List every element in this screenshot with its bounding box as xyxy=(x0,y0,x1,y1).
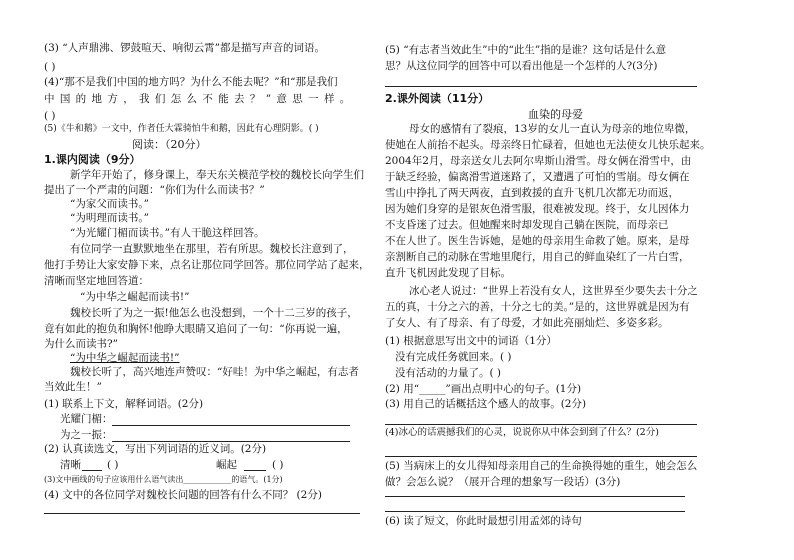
passage-line: 提出了一个严肃的问题：“你们为什么而读书？” xyxy=(44,184,265,196)
synonym-jueqi-blank[interactable] xyxy=(244,470,266,471)
passage-line: 为什么而读书?” xyxy=(44,338,118,350)
answer-line-weizhiyizhen[interactable] xyxy=(112,441,350,442)
story-q1-a[interactable]: 没有完成任务就回来。( ) xyxy=(395,351,512,363)
passage-line: “为中华之崛起而读书!” xyxy=(80,291,190,303)
story-line: 直升飞机因此发现了目标。 xyxy=(385,267,511,279)
q4-answer-paren[interactable]: ( ) xyxy=(44,110,56,122)
story-line: 亲割断自己的动脉在雪地里爬行，用自己的鲜血染红了一片白雪， xyxy=(385,251,690,263)
answer-line-story-q3[interactable] xyxy=(385,424,697,425)
passage-line: “为家父而读书。” xyxy=(70,198,149,210)
story-line: 于缺乏经验，偏离滑雪道迷路了，又遭遇了可怕的雪崩。母女俩在 xyxy=(385,171,690,183)
answer-line-story-q5a[interactable] xyxy=(385,496,685,497)
sub-question-3: (3)文中画线的句子应该用什么语气读出____________的语气。(1分) xyxy=(44,475,283,484)
story-line: 不支昏迷了过去。但她醒来时却发现自己躺在医院，而母亲已 xyxy=(385,219,669,231)
passage-line: 有位同学一直默默地坐在那里，若有所思。魏校长注意到了， xyxy=(70,243,354,255)
synonym-jueqi: 崛起 xyxy=(216,459,237,471)
q5-left: (5)《牛和鹅》一文中，作者任大霖骑怕牛和鹅，因此有心理阴影。( ) xyxy=(44,124,319,134)
q5-right: (5) “有志者当效此生”中的“此生”指的是谁？这句话是什么意 xyxy=(385,44,667,56)
passage-line: 清晰而坚定地回答道： xyxy=(44,275,149,287)
q3-answer-paren[interactable]: ( ) xyxy=(44,61,56,73)
passage-line: 当效此生！” xyxy=(44,381,102,393)
passage-line: 竟有如此的抱负和胸怀!他睁大眼睛又追问了一句：“你再说一遍， xyxy=(44,323,348,335)
story-line: 冰心老人说过：“世界上若没有女人，这世界至少要失去十分之 xyxy=(409,285,698,297)
story-q3: (3) 用自己的话概括这个感人的故事。(2分) xyxy=(385,398,587,410)
story-line: 雪山中挣扎了两天两夜，直到救援的直升飞机几次都无功而返， xyxy=(385,187,679,199)
story-q5-line2: 做？会怎么说？（展开合理的想象写一段话）(3分) xyxy=(385,476,621,488)
story-line: 母女的感情有了裂痕，13岁的女儿一直认为母亲的地位卑微， xyxy=(409,123,696,135)
term-guangyao: 光耀门楣： xyxy=(60,413,113,425)
story-q5-line1: (5) 当病床上的女儿得知母亲用自己的生命换得她的重生，她会怎么 xyxy=(385,460,698,472)
story-q1: (1) 根据意思写出文中的词语（1分） xyxy=(385,335,557,347)
sub-question-1: (1) 联系上下文，解释词语。(2分) xyxy=(44,398,204,410)
story-title: 血染的母爱 xyxy=(528,108,583,121)
q4-line1: (4)“那不是我们中国的地方吗？为什么不能去呢？”和“那是我们 xyxy=(44,76,338,88)
passage-underlined-line: “为中华之崛起而读书!” xyxy=(70,352,180,364)
q5-right-cont: 思？从这位同学的回答中可以看出他是一个怎样的人?(3分) xyxy=(385,60,658,72)
answer-line-guangyao[interactable] xyxy=(112,425,350,426)
answer-line-story-q4[interactable] xyxy=(385,456,697,457)
answer-line-sub4[interactable] xyxy=(44,513,360,514)
term-weizhiyizhen: 为之一振： xyxy=(60,429,113,441)
synonym-qingxi-paren[interactable]: ( ) xyxy=(107,459,119,471)
section2-heading: 2.课外阅读（11分） xyxy=(385,92,490,105)
q3-text: (3) “人声鼎沸、锣鼓喧天、响彻云霄”都是描写声音的词语。 xyxy=(44,42,325,54)
sub-question-4: (4) 文中的各位同学对魏校长问题的回答有什么不同？ (2分) xyxy=(44,489,322,501)
passage-line: 魏校长听了，高兴地连声赞叹：“好哇！为中华之崛起，有志者 xyxy=(70,366,359,378)
passage-line: 魏校长听了为之一振!他怎么也没想到，一个十二三岁的孩子， xyxy=(70,307,358,319)
synonym-qingxi-blank[interactable] xyxy=(82,470,102,471)
story-q4: (4)冰心的话震撼我们的心灵，说说你从中体会到到了什么？(2分) xyxy=(385,427,659,438)
story-q1-b[interactable]: 没有活动的力量了。( ) xyxy=(395,367,502,379)
story-q2: (2) 用“_____”画出点明中心的句子。(1分) xyxy=(385,383,582,395)
answer-line-q5[interactable] xyxy=(385,86,697,87)
story-line: 2004年2月，母亲送女儿去阿尔卑斯山滑雪。母女俩在滑雪中，由 xyxy=(385,155,692,167)
reading-heading: 阅读：（20分） xyxy=(132,138,207,151)
story-line: 因为她们身穿的是银灰色滑雪服，很难被发现。终于，女儿因体力 xyxy=(385,203,690,215)
passage-line: 新学年开始了，修身课上，奉天东关模范学校的魏校长向学生们 xyxy=(70,169,364,181)
story-q6: (6) 读了短文，你此时最想引用孟郊的诗句 xyxy=(385,515,582,527)
passage-line: 他打手势让大家安静下来，点名让那位同学回答。那位同学站了起来， xyxy=(44,259,370,271)
sub-question-2: (2) 认真读选文，写出下列词语的近义词。(2分) xyxy=(44,443,267,455)
synonym-jueqi-paren[interactable]: ( ) xyxy=(272,459,284,471)
passage-line: “为光耀门楣而读书。”有人干脆这样回答。 xyxy=(70,227,265,239)
story-line: 五的真，十分之六的善，十分之七的美。”是的，这世界就是因为有 xyxy=(385,301,690,313)
story-line: 不在人世了。医生告诉她，是她的母亲用生命救了她。原来，是母 xyxy=(385,235,690,247)
story-line: 了女人、有了母亲、有了母爱，才如此亮丽灿烂、多姿多彩。 xyxy=(385,317,669,329)
section1-heading: 1.课内阅读（9分） xyxy=(44,153,141,166)
answer-line-story-q5b[interactable] xyxy=(385,511,685,512)
passage-line: “为明理而读书。” xyxy=(70,212,149,224)
q4-line2: 中 国 的 地 方 ， 我 们 怎 么 不 能 去 ？ ” 意 思 一 样 。 xyxy=(44,93,352,105)
synonym-qingxi: 清晰 xyxy=(60,459,81,471)
story-line: 使她在人前抬不起头。母亲终日忙碌着，但她也无法使女儿快乐起来。 xyxy=(385,139,711,151)
